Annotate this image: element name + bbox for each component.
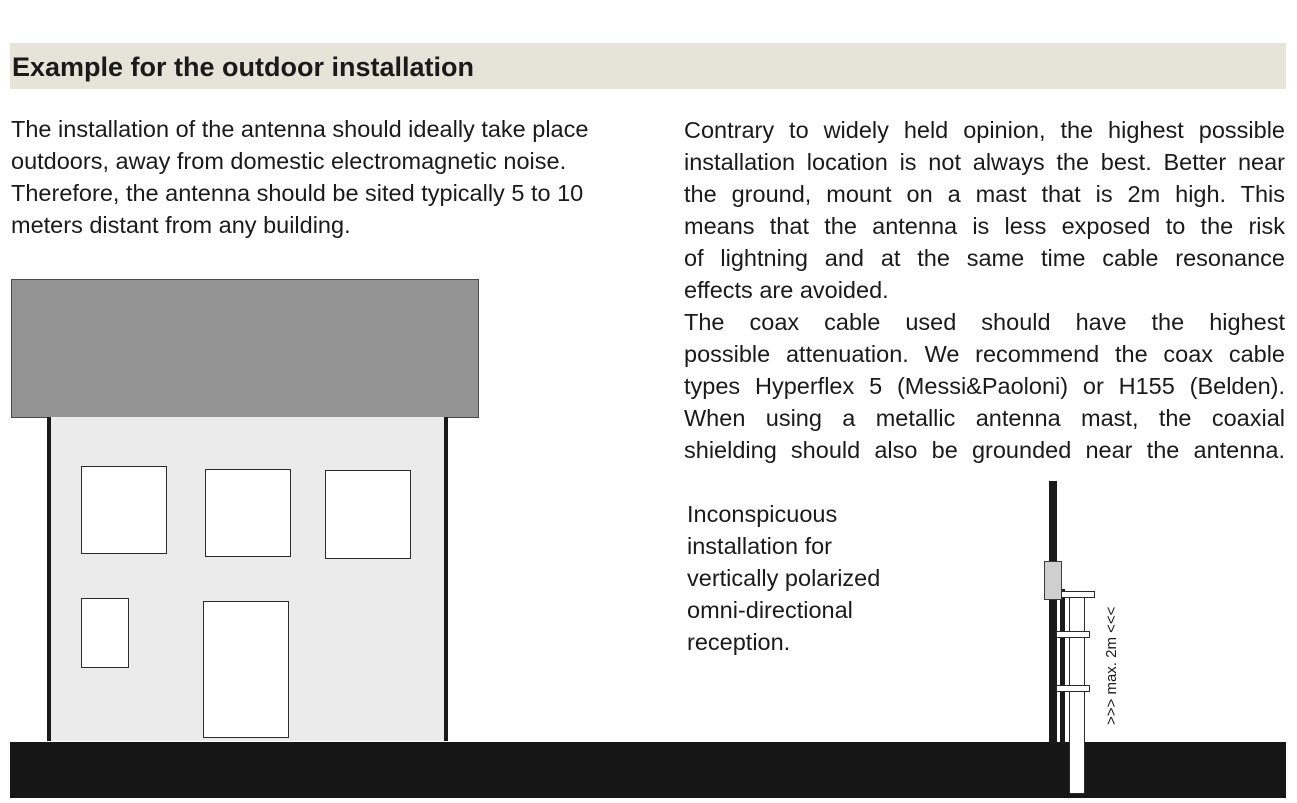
house-window — [325, 470, 411, 559]
text-line: outdoors, away from domestic electromagnetic noise. — [11, 148, 567, 174]
text-line: Contrary to widely held opinion, the highest possible — [684, 117, 1285, 143]
intro-paragraph — [11, 113, 588, 241]
antenna-caption — [687, 498, 880, 658]
text-line: means that the antenna is less exposed to the risk — [684, 213, 1285, 239]
text-line: effects are avoided. — [684, 277, 889, 303]
heading-band — [10, 43, 1286, 89]
ground — [10, 742, 1286, 798]
mast-clamp — [1056, 631, 1090, 638]
house-window — [81, 598, 129, 668]
house-door — [203, 601, 289, 738]
text-line: The installation of the antenna should ideally take place — [11, 116, 589, 142]
text-line: Therefore, the antenna should be sited typically 5 to 10 — [11, 180, 584, 206]
mast-clamp — [1061, 591, 1095, 598]
mast-pipe — [1069, 596, 1085, 794]
text-line: types Hyperflex 5 (Messi&Paoloni) or H155 (Belden). — [684, 373, 1285, 399]
house-roof — [11, 279, 479, 418]
text-line: vertically polarized — [687, 565, 881, 591]
mounting-paragraph — [684, 114, 1285, 466]
text-line: shielding should also be grounded near the antenna. — [684, 437, 1285, 463]
text-line: possible attenuation. We recommend the coax cable — [684, 341, 1285, 367]
text-line: The coax cable used should have the highest — [684, 309, 1285, 335]
page-title: Example for the outdoor installation — [12, 52, 475, 82]
house-window — [205, 469, 291, 557]
mast-height-label: >>> max. 2m <<< — [1103, 606, 1120, 726]
text-line: meters distant from any building. — [11, 212, 351, 238]
mast-clamp — [1056, 685, 1090, 692]
text-line: the ground, mount on a mast that is 2m high. This — [684, 181, 1285, 207]
text-line: installation location is not always the best. Better near — [684, 149, 1285, 175]
text-line: of lightning and at the same time cable resonance — [684, 245, 1285, 271]
text-line: omni-directional — [687, 597, 853, 623]
text-line: When using a metallic antenna mast, the coaxial — [684, 405, 1285, 431]
house-window — [81, 466, 167, 554]
antenna-housing — [1044, 561, 1062, 600]
text-line: reception. — [687, 629, 791, 655]
antenna-rod — [1049, 481, 1057, 744]
text-line: Inconspicuous — [687, 501, 838, 527]
mast-rod — [1060, 589, 1065, 744]
text-line: installation for — [687, 533, 832, 559]
